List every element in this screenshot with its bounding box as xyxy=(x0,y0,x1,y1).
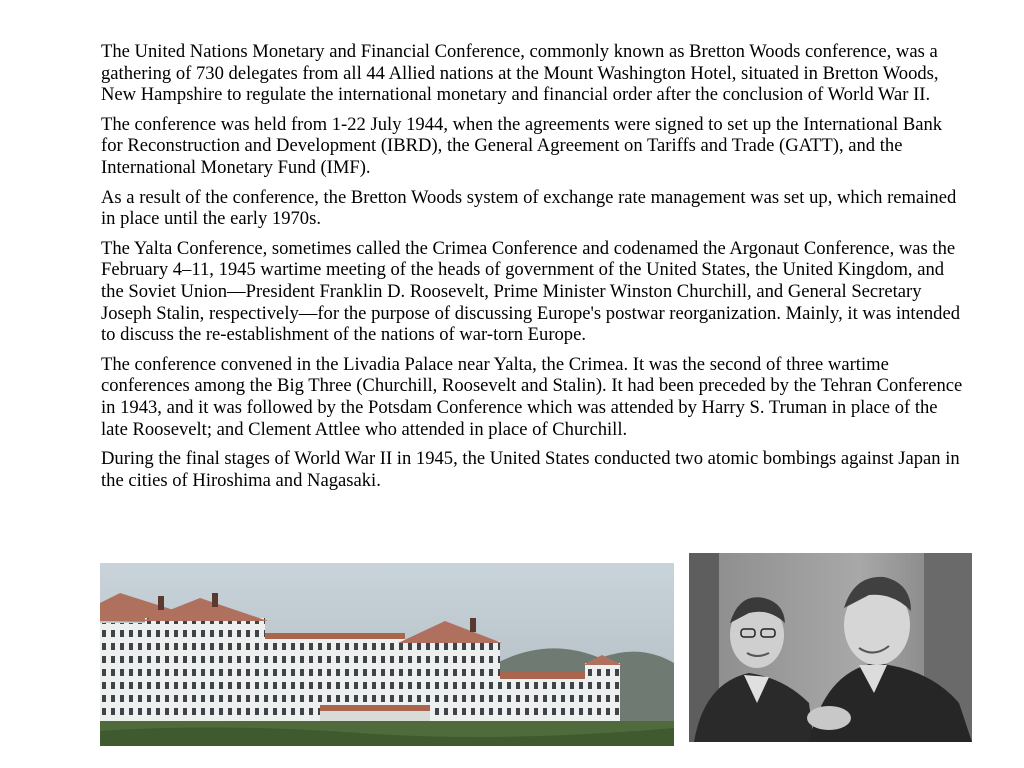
paragraph-bretton-woods-intro: The United Nations Monetary and Financial Conference, commonly known as Bretton Woods conference, was a gathering of 730 delegates from all 44 Allied nations at the Mount Washington Hotel, situated in Bretton Woods, New Hampshire to regulate the international monetary and financial order after the conclusion of World War II. xyxy=(101,41,939,106)
paragraph-livadia-palace: The conference convened in the Livadia Palace near Yalta, the Crimea. It was the second of three wartime conferences among the Big Three (Churchill, Roosevelt and Stalin). It had been preceded by the Tehran Conference in 1943, and it was followed by the Potsdam Conference which was attended by Harry S. Truman in place of the late Roosevelt; and Clement Attlee who attended in place of Churchill. xyxy=(101,353,963,440)
paragraph-atomic-bombings: During the final stages of World War II in 1945, the United States conducted two atomic bombings against Japan in the cities of Hiroshima and Nagasaki. xyxy=(101,448,960,491)
hotel-photo xyxy=(100,563,674,746)
two-men-greeting-photo-icon xyxy=(689,553,972,742)
paragraph-yalta-conference: The Yalta Conference, sometimes called the Crimea Conference and codenamed the Argonaut Conference, was the February 4–11, 1945 wartime meeting of the heads of government of the United States, the United Kingdom, and the Soviet Union—President Franklin D. Roosevelt, Prime Minister Winston Churchill, and General Secretary Joseph Stalin, respectively—for the purpose of discussing Europe's postwar reorganization. Mainly, it was intended to discuss the re-establishment of the nations of war-torn Europe. xyxy=(101,237,960,346)
document-text xyxy=(101,41,967,499)
paragraph-conference-dates: The conference was held from 1-22 July 1944, when the agreements were signed to set up the International Bank for Reconstruction and Development (IBRD), the General Agreement on Tariffs and Trade (GATT), and the International Monetary Fund (IMF). xyxy=(101,113,943,178)
paragraph-bretton-woods-system: As a result of the conference, the Bretton Woods system of exchange rate management was set up, which remained in place until the early 1970s. xyxy=(101,186,957,230)
delegates-photo xyxy=(689,553,972,742)
hotel-building-photo-icon xyxy=(100,563,674,746)
